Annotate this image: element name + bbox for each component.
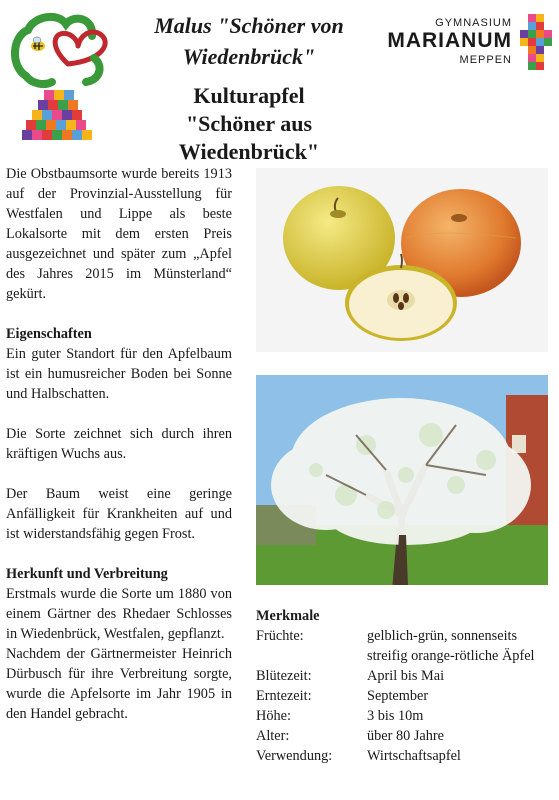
origin-paragraph-2: Nachdem der Gärtnermeister Heinrich Dürbusch für ihre Verbreitung sorgte, wurde die Apfelsorte im Jahr 1905 in den Handel gebracht. <box>6 646 232 722</box>
characteristic-value: April bis Mai <box>367 668 445 684</box>
characteristic-row <box>256 686 554 706</box>
origin-heading: Herkunft und Verbreitung <box>6 566 168 582</box>
characteristic-row <box>256 626 554 666</box>
origin-paragraph-1: Erstmals wurde die Sorte um 1880 von einem Gärtner des Rhedaer Schlosses in Wiedenbrück, Westfalen, gepflanzt. <box>6 586 232 642</box>
characteristics-section <box>256 606 554 766</box>
characteristic-label: Alter: <box>256 728 290 744</box>
properties-paragraph-2: Die Sorte zeichnet sich durch ihren kräftigen Wuchs aus. <box>6 426 232 462</box>
school-name-line-1: GYMNASIUM <box>435 17 512 29</box>
mosaic-cross-icon <box>516 14 552 74</box>
characteristic-value: September <box>367 688 429 704</box>
blossoming-tree-photo <box>256 375 548 585</box>
properties-heading: Eigenschaften <box>6 326 92 342</box>
subtitle-line-2: "Schöner aus Wiedenbrück" <box>178 111 320 164</box>
subtitle-line-1: Kulturapfel <box>193 83 305 108</box>
characteristic-label: Höhe: <box>256 708 291 724</box>
description-column <box>6 164 232 724</box>
characteristic-row <box>256 726 554 746</box>
characteristics-heading: Merkmale <box>256 608 320 624</box>
page-title: Malus "Schöner von Wiedenbrück" <box>154 13 344 69</box>
characteristic-label: Verwendung: <box>256 748 333 764</box>
page-subtitle <box>124 82 374 166</box>
apples-photo <box>256 168 548 352</box>
school-name-line-3: MEPPEN <box>459 54 512 66</box>
properties-paragraph-3: Der Baum weist eine geringe Anfälligkeit für Krankheiten auf und ist widerstandsfähig gegen Frost. <box>6 486 232 542</box>
characteristic-value: Wirtschaftsapfel <box>367 748 461 764</box>
characteristic-label: Früchte: <box>256 628 304 644</box>
school-logo <box>386 14 552 74</box>
characteristic-value: über 80 Jahre <box>367 728 445 744</box>
tree-heart-logo <box>8 6 120 148</box>
properties-paragraph-1: Ein guter Standort für den Apfelbaum ist ein humusreicher Boden bei Sonne und Halbschatten. <box>6 346 232 402</box>
characteristic-label: Blütezeit: <box>256 668 312 684</box>
school-name-line-2: MARIANUM <box>387 29 512 52</box>
characteristic-value: 3 bis 10m <box>367 708 424 724</box>
characteristic-row <box>256 706 554 726</box>
characteristic-label: Erntezeit: <box>256 688 312 704</box>
intro-paragraph: Die Obstbaumsorte wurde bereits 1913 auf der Provinzial-Ausstellung für Westfalen und Lippe als beste Lokalsorte mit dem ersten Preis ausgezeichnet und später zum „Apfel des Jahres 2015 im Münsterland“ gekürt. <box>6 166 232 302</box>
characteristic-row <box>256 746 554 766</box>
characteristic-value: gelblich-grün, sonnenseits streifig orange-rötliche Äpfel <box>367 628 535 664</box>
characteristic-row <box>256 666 554 686</box>
